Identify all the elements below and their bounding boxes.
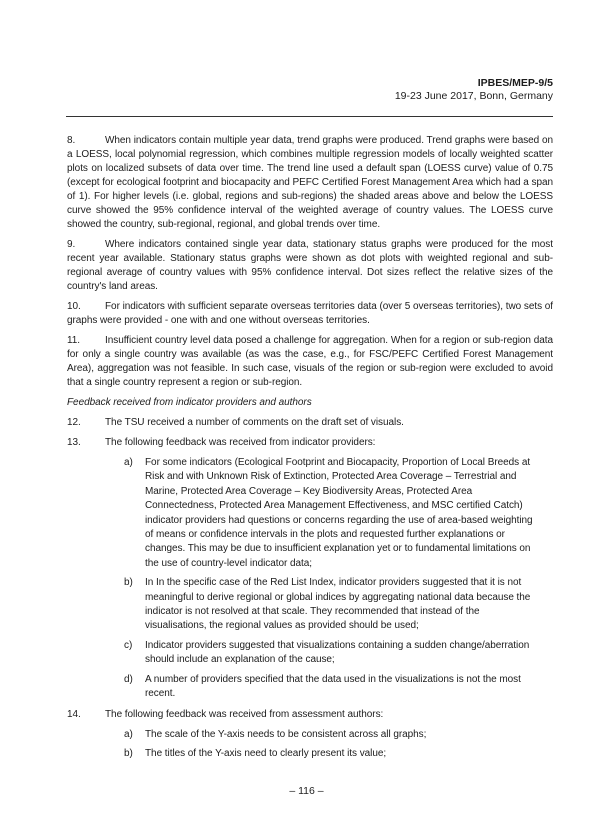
feedback-list-authors <box>124 728 553 762</box>
list-item-label: a) <box>124 457 133 468</box>
page-header <box>395 77 553 103</box>
paragraph-text: The following feedback was received from indicator providers: <box>105 437 376 448</box>
paragraph-text: When indicators contain multiple year data, trend graphs were produced. Trend graphs were based on a LOESS, local polynomial regression, which combines multiple regression models of locally weighted scatter plots on localized subsets of data over time. The trend line used a default span (LOESS curve) value of 0.75 (except for ecological footprint and biocapacity and PEFC Certified Forest Management Area which had a span of 1). For higher levels (i.e. global, regions and sub-regions) the shaded areas above and below the LOESS curve showed the 95% confidence interval of the weighted average of country values. The LOESS curve showed the country, sub-regional, regional, and global trends over time. <box>67 135 553 230</box>
feedback-list-providers <box>124 456 553 702</box>
page-footer <box>0 785 613 797</box>
list-item-text: The scale of the Y-axis needs to be consistent across all graphs; <box>145 728 427 740</box>
paragraph-text: Where indicators contained single year data, stationary status graphs were produced for the most recent year available. Stationary status graphs were shown as dot plots with weighted regional and sub-regional average of country values with 95% confidence interval. Dot sizes reflect the relative sizes of the country's land areas. <box>67 239 553 292</box>
list-item-label: d) <box>124 673 133 685</box>
list-item <box>124 728 553 742</box>
list-item-label: b) <box>124 747 133 759</box>
paragraph-14 <box>67 708 553 722</box>
list-item-text: Indicator providers suggested that visualizations containing a sudden change/aberration should include an explanation of the cause; <box>145 639 530 666</box>
paragraph-number: 10. <box>67 301 81 312</box>
paragraph-12 <box>67 416 553 430</box>
list-item <box>124 639 553 668</box>
doc-reference: IPBES/MEP-9/5 <box>477 77 553 89</box>
list-item <box>124 456 553 571</box>
list-item-text: In In the specific case of the Red List Index, indicator providers suggested that it is not meaningful to derive regional or global indices by aggregating national data because the indicator is not resolved at that scale. They recommended that instead of the visualisations, the regional values as provided should be used; <box>145 577 531 632</box>
paragraph-text: Insufficient country level data posed a challenge for aggregation. When for a region or sub-region data for only a single country was available (as was the case, e.g., for FSC/PEFC Certified Forest Management Area), aggregation was not feasible. In such case, visuals of the region or sub-region were excluded to avoid that a single country represent a region or sub-region. <box>67 335 553 388</box>
paragraph-number: 11. <box>67 335 81 346</box>
paragraph-number: 9. <box>67 239 76 250</box>
paragraph-text: The following feedback was received from assessment authors: <box>105 708 384 720</box>
list-item-text: For some indicators (Ecological Footprint and Biocapacity, Proportion of Local Breeds at Risk and with Unknown Risk of Extinction, Protected Area Coverage – Terrestrial and Marine, Protected Area Coverage – Key Biodiversity Areas, Protected Area Connectedness, Protected Area Management Effectiveness, and MSC certified Catch) indicator providers had questions or concerns regarding the use of area-based weighting of means or confidence intervals in the plots and requested further explanations or changes. This may be due to insufficient explanation yet or to fundamental limitations on the use of country-level indicator data; <box>145 457 533 569</box>
list-item-label: c) <box>124 639 133 651</box>
paragraph-9 <box>67 238 553 294</box>
paragraph-13 <box>67 436 553 450</box>
list-item-text: The titles of the Y-axis need to clearly present its value; <box>145 747 387 759</box>
list-item <box>124 673 553 702</box>
paragraph-text: For indicators with sufficient separate overseas territories data (over 5 overseas territories), two sets of graphs were provided - one with and one without overseas territories. <box>67 301 553 326</box>
list-item <box>124 576 553 634</box>
paragraph-8 <box>67 134 553 232</box>
list-item-label: b) <box>124 577 133 589</box>
page-number: – 116 – <box>289 785 324 797</box>
paragraph-11 <box>67 334 553 390</box>
section-heading: Feedback received from indicator providers and authors <box>67 397 312 408</box>
paragraph-number: 14. <box>67 708 81 720</box>
paragraph-number: 12. <box>67 417 81 428</box>
list-item <box>124 747 553 761</box>
paragraph-text: The TSU received a number of comments on the draft set of visuals. <box>105 417 404 428</box>
paragraph-10 <box>67 300 553 328</box>
paragraph-number: 13. <box>67 437 81 448</box>
list-item-text: A number of providers specified that the data used in the visualizations is not the most recent. <box>145 673 521 700</box>
meeting-info: 19-23 June 2017, Bonn, Germany <box>394 90 553 102</box>
list-item-label: a) <box>124 728 133 740</box>
header-rule <box>66 116 553 117</box>
document-body <box>67 134 553 767</box>
paragraph-number: 8. <box>67 135 76 146</box>
